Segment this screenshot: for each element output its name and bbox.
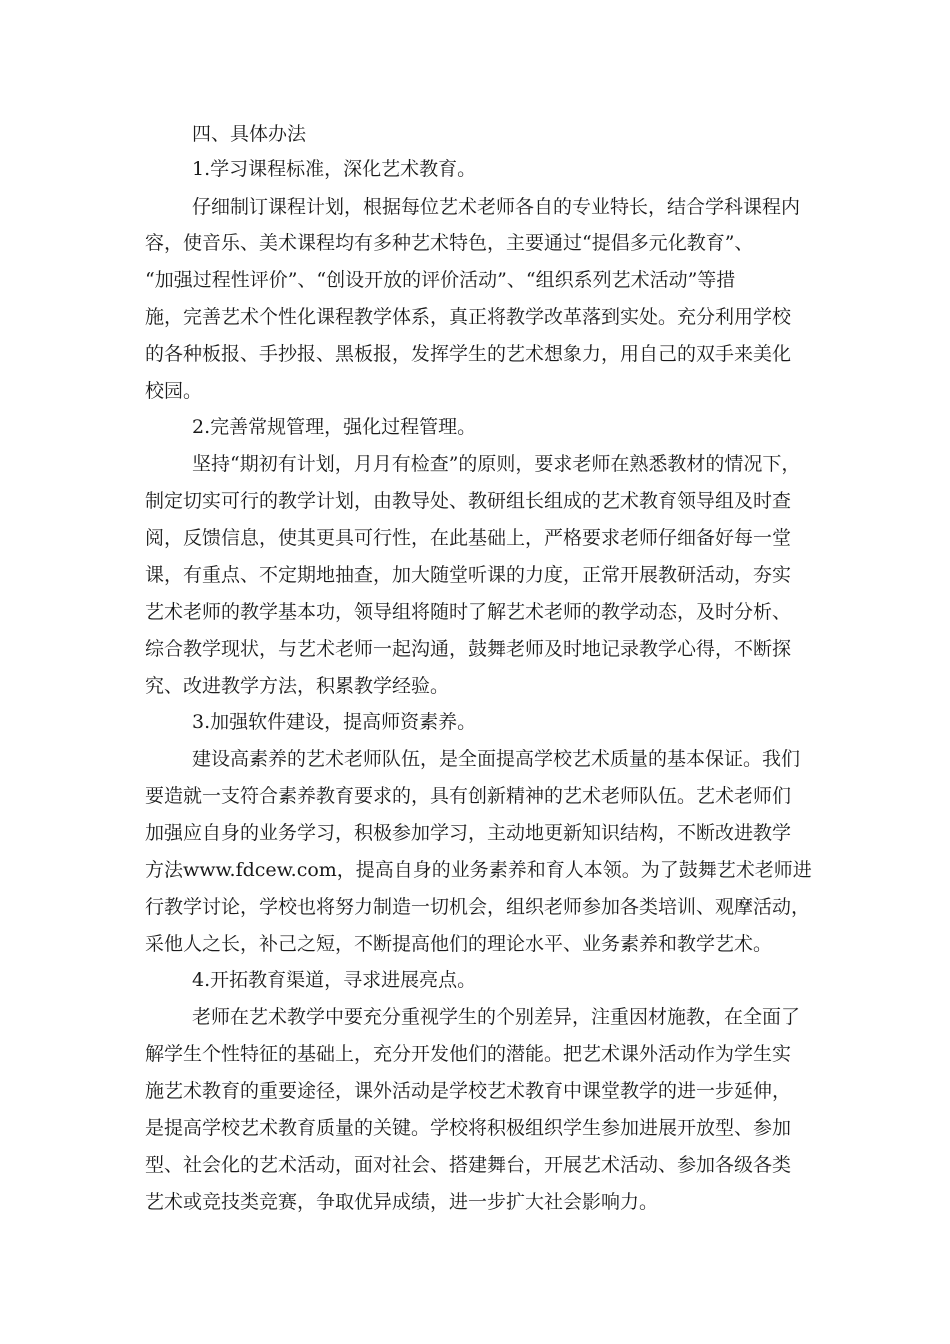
paragraph-line: 综合教学现状，与艺术老师一起沟通，鼓舞老师及时地记录教学心得，不断探	[145, 638, 792, 660]
paragraph-line: 容，使音乐、美术课程均有多种艺术特色，主要通过“提倡多元化教育”、	[145, 232, 754, 254]
subheading-1: 1.学习课程标准，深化艺术教育。	[192, 158, 477, 180]
paragraph-line: 行教学讨论，学校也将努力制造一切机会，组织老师参加各类培训、观摩活动，	[145, 896, 811, 918]
paragraph-line: 采他人之长，补己之短，不断提高他们的理论水平、业务素养和教学艺术。	[145, 933, 773, 955]
paragraph-line: 课，有重点、不定期地抽查，加大随堂听课的力度，正常开展教研活动，夯实	[145, 564, 792, 586]
paragraph-line: “加强过程性评价”、“创设开放的评价活动”、“组织系列艺术活动”等措	[145, 269, 736, 291]
paragraph-line: 施艺术教育的重要途径，课外活动是学校艺术教育中课堂教学的进一步延伸，	[145, 1080, 792, 1102]
subheading-3: 3.加强软件建设，提高师资素养。	[192, 711, 477, 733]
paragraph-line: 艺术老师的教学基本功，领导组将随时了解艺术老师的教学动态，及时分析、	[145, 601, 792, 623]
paragraph-line: 解学生个性特征的基础上，充分开发他们的潜能。把艺术课外活动作为学生实	[145, 1043, 792, 1065]
paragraph-line: 的各种板报、手抄报、黑板报，发挥学生的艺术想象力，用自己的双手来美化	[145, 343, 792, 365]
paragraph-line: 制定切实可行的教学计划，由教导处、教研组长组成的艺术教育领导组及时查	[145, 490, 792, 512]
paragraph-line: 仔细制订课程计划，根据每位艺术老师各自的专业特长，结合学科课程内	[192, 196, 801, 218]
paragraph-line: 方法www.fdcew.com，提高自身的业务素养和育人本领。为了鼓舞艺术老师进	[145, 859, 812, 881]
paragraph-line: 建设高素养的艺术老师队伍，是全面提高学校艺术质量的基本保证。我们	[192, 748, 801, 770]
paragraph-line: 加强应自身的业务学习，积极参加学习，主动地更新知识结构，不断改进教学	[145, 822, 792, 844]
subheading-2: 2.完善常规管理，强化过程管理。	[192, 416, 477, 438]
paragraph-line: 要造就一支符合素养教育要求的，具有创新精神的艺术老师队伍。艺术老师们	[145, 785, 792, 807]
paragraph-line: 阅，反馈信息，使其更具可行性，在此基础上，严格要求老师仔细备好每一堂	[145, 527, 792, 549]
section-heading: 四、具体办法	[192, 123, 307, 145]
subheading-4: 4.开拓教育渠道，寻求进展亮点。	[192, 969, 477, 991]
paragraph-line: 校园。	[145, 380, 203, 402]
paragraph-line: 老师在艺术教学中要充分重视学生的个别差异，注重因材施教，在全面了	[192, 1006, 801, 1028]
paragraph-line: 施，完善艺术个性化课程教学体系，真正将教学改革落到实处。充分利用学校	[145, 306, 792, 328]
paragraph-line: 是提高学校艺术教育质量的关键。学校将积极组织学生参加进展开放型、参加	[145, 1117, 792, 1139]
paragraph-line: 艺术或竞技类竞赛，争取优异成绩，进一步扩大社会影响力。	[145, 1191, 659, 1213]
paragraph-line: 坚持“期初有计划，月月有检查”的原则，要求老师在熟悉教材的情况下，	[192, 453, 801, 475]
paragraph-line: 型、社会化的艺术活动，面对社会、搭建舞台，开展艺术活动、参加各级各类	[145, 1154, 792, 1176]
paragraph-line: 究、改进教学方法，积累教学经验。	[145, 675, 450, 697]
